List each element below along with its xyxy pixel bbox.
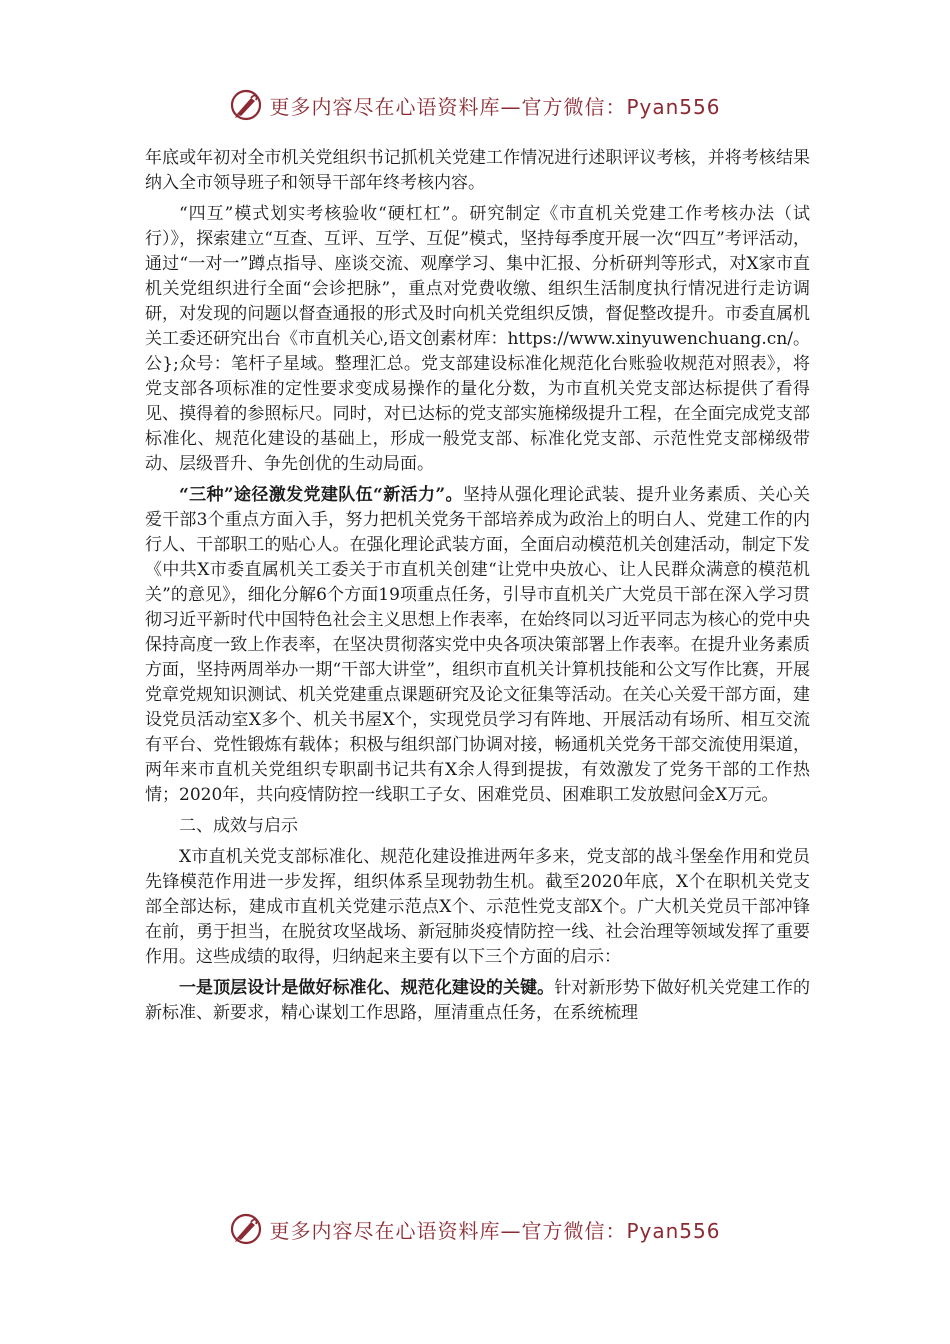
paragraph-3	[145, 483, 810, 808]
document-body	[145, 146, 810, 1032]
paragraph-5-lead: 一是顶层设计是做好标准化、规范化建设的关键。	[179, 978, 555, 998]
paragraph-5	[145, 976, 810, 1026]
paragraph-3-body: 坚持从强化理论武装、提升业务素质、关心关爱干部3个重点方面入手，努力把机关党务干部培养成为政治上的明白人、党建工作的内行人、干部职工的贴心人。在强化理论武装方面，全面启动模范机关创建活动，制定下发《中共X市委直属机关工委关于市直机关创建“让党中央放心、让人民群众满意的模范机关”的意见》，细化分解6个方面19项重点任务，引导市直机关广大党员干部在深入学习贯彻习近平新时代中国特色社会主义思想上作表率，在始终同以习近平同志为核心的党中央保持高度一致上作表率，在坚决贯彻落实党中央各项决策部署上作表率。在提升业务素质方面，坚持两周举办一期“干部大讲堂”，组织市直机关计算机技能和公文写作比赛，开展党章党规知识测试、机关党建重点课题研究及论文征集等活动。在关心关爱干部方面，建设党员活动室X多个、机关书屋X个，实现党员学习有阵地、开展活动有场所、相互交流有平台、党性锻炼有载体；积极与组织部门协调对接，畅通机关党务干部交流使用渠道，两年来市直机关党组织专职副书记共有X余人得到提拔，有效激发了党务干部的工作热情；2020年，共向疫情防控一线职工子女、困难党员、困难职工发放慰问金X万元。	[145, 485, 810, 805]
pen-logo-icon	[229, 88, 263, 122]
footer-banner-text: 更多内容尽在心语资料库—官方微信：Pyan556	[269, 1218, 721, 1243]
header-banner	[0, 85, 950, 125]
paragraph-5-body: 针对新形势下做好机关党建工作的新标准、新要求，精心谋划工作思路，厘清重点任务，在系统梳理	[145, 978, 811, 1023]
paragraph-4: X市直机关党支部标准化、规范化建设推进两年多来，党支部的战斗堡垒作用和党员先锋模范作用进一步发挥，组织体系呈现勃勃生机。截至2020年底，X个在职机关党支部全部达标，建成市直机关党建示范点X个、示范性党支部X个。广大机关党员干部冲锋在前，勇于担当，在脱贫攻坚战场、新冠肺炎疫情防控一线、社会治理等领域发挥了重要作用。这些成绩的取得，归纳起来主要有以下三个方面的启示：	[145, 847, 810, 967]
paragraph-1: 年底或年初对全市机关党组织书记抓机关党建工作情况进行述职评议考核，并将考核结果纳入全市领导班子和领导干部年终考核内容。	[145, 148, 810, 193]
paragraph-3-lead: “三种”途径激发党建队伍“新活力”。	[179, 485, 463, 505]
paragraph-2: “四互”模式划实考核验收“硬杠杠”。研究制定《市直机关党建工作考核办法（试行）》，探索建立“互查、互评、互学、互促”模式，坚持每季度开展一次“四互”考评活动，通过“一对一”蹲点指导、座谈交流、观摩学习、集中汇报、分析研判等形式，对X家市直机关党组织进行全面“会诊把脉”，重点对党费收缴、组织生活制度执行情况进行走访调研，对发现的问题以督查通报的形式及时向机关党组织反馈，督促整改提升。市委直属机关工委还研究出台《市直机关心,语文创素材库：https://www.xinyuwenchuang.cn/。公};众号：笔杆子星域。整理汇总。党支部建设标准化规范化台账验收规范对照表》，将党支部各项标准的定性要求变成易操作的量化分数，为市直机关党支部达标提供了看得见、摸得着的参照标尺。同时，对已达标的党支部实施梯级提升工程，在全面完成党支部标准化、规范化建设的基础上，形成一般党支部、标准化党支部、示范性党支部梯级带动、层级晋升、争先创优的生动局面。	[145, 204, 810, 474]
header-banner-text: 更多内容尽在心语资料库—官方微信：Pyan556	[269, 94, 721, 119]
section-heading: 二、成效与启示	[179, 816, 298, 836]
pen-logo-icon	[229, 1212, 263, 1246]
footer-banner	[0, 1209, 950, 1249]
